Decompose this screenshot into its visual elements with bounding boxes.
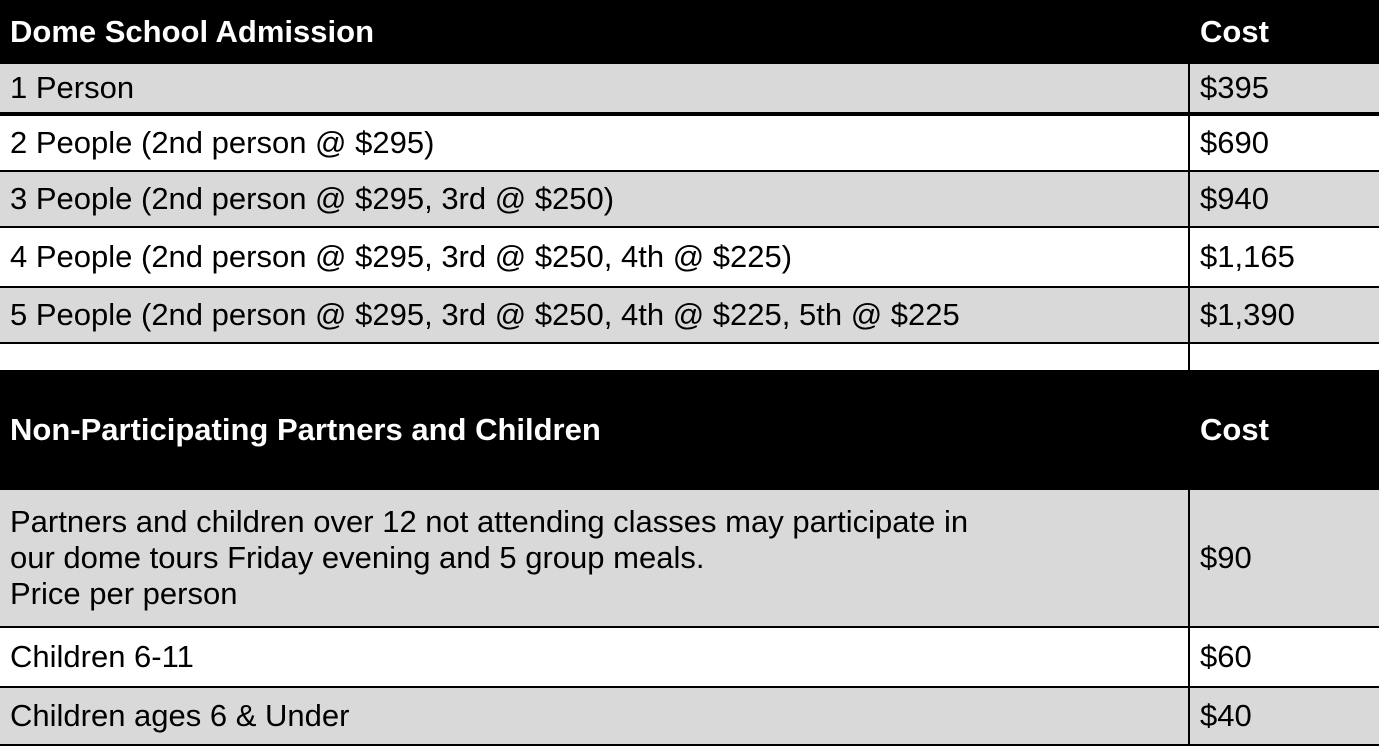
table-row [0,490,1379,626]
row-label: 2 People (2nd person @ $295) [0,116,1188,170]
admission-header-title: Dome School Admission [0,0,1188,64]
row-label: 3 People (2nd person @ $295, 3rd @ $250) [0,172,1188,226]
row-cost: $395 [1190,64,1379,112]
row-cost: $90 [1190,490,1379,626]
table-row [0,64,1379,114]
table-row [0,228,1379,286]
row-label-line: Partners and children over 12 not attending classes may participate in [10,504,969,539]
row-cost: $60 [1190,628,1379,686]
row-label-line: Price per person [10,576,238,611]
row-cost: $690 [1190,116,1379,170]
row-cost: $1,390 [1190,288,1379,342]
partners-header-row [0,372,1379,488]
row-label: 5 People (2nd person @ $295, 3rd @ $250, 4th @ $225, 5th @ $225 [0,288,1188,342]
row-cost: $40 [1190,688,1379,744]
row-label: 4 People (2nd person @ $295, 3rd @ $250, 4th @ $225) [0,228,1188,286]
partners-header-cost: Cost [1190,372,1379,488]
row-label: Children ages 6 & Under [0,688,1188,744]
empty-row [0,344,1379,370]
empty-cell [1190,344,1379,370]
empty-cell [0,344,1188,370]
admission-header-row [0,0,1379,64]
row-cost: $940 [1190,172,1379,226]
partners-header-title: Non-Participating Partners and Children [0,372,1188,488]
row-label: Children 6-11 [0,628,1188,686]
table-row [0,688,1379,744]
table-row [0,116,1379,170]
row-label-line: our dome tours Friday evening and 5 group meals. [10,540,705,575]
row-cost: $1,165 [1190,228,1379,286]
admission-header-cost: Cost [1190,0,1379,64]
table-row [0,628,1379,686]
table-row [0,172,1379,226]
table-row [0,288,1379,342]
row-label: 1 Person [0,64,1188,112]
row-label [0,490,1188,626]
